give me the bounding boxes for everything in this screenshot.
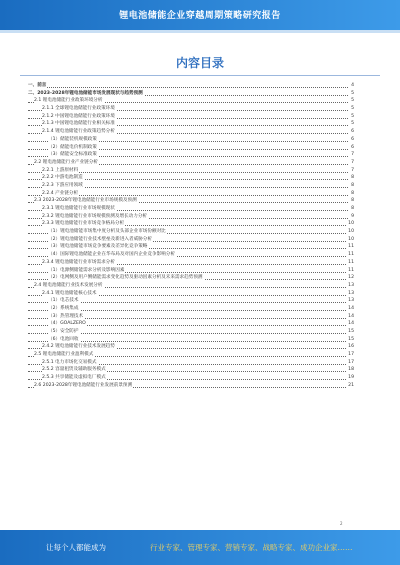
toc-entry-title: （1）电芯技术 (48, 298, 79, 304)
toc-entry[interactable] (28, 159, 354, 167)
toc-entry[interactable] (28, 359, 354, 367)
toc-entry[interactable] (28, 220, 354, 228)
toc-entry-page: 5 (351, 90, 354, 96)
toc-entry[interactable] (28, 366, 354, 374)
toc-entry[interactable] (28, 120, 354, 128)
toc-entry[interactable] (28, 313, 354, 321)
toc-entry-page: 13 (348, 282, 354, 288)
toc-entry[interactable] (28, 328, 354, 336)
toc-entry-page: 21 (348, 382, 354, 388)
toc-entry-page: 6 (351, 144, 354, 150)
toc-entry[interactable] (28, 320, 354, 328)
toc-entry-page: 16 (348, 344, 354, 350)
toc-entry[interactable] (28, 174, 354, 182)
toc-entry-title: 2.4.2 锂电池储能行业技术发展趋势 (42, 344, 115, 350)
toc-entry-title: 2.3.2 锂电池储能行业市场规模预测及增长动力分析 (42, 213, 148, 219)
toc-entry-title: 2.3.4 锂电池储能行业市场需求分析 (42, 259, 115, 265)
toc-entry[interactable] (28, 197, 354, 205)
toc-entry[interactable] (28, 167, 354, 175)
toc-entry[interactable] (28, 190, 354, 198)
toc-entry-page: 11 (348, 259, 354, 265)
toc-entry[interactable] (28, 267, 354, 275)
toc-entry[interactable] (28, 305, 354, 313)
toc-entry-title: （4）GOALZERO (48, 321, 86, 327)
toc-entry-title: 2.3.1 锂电池储能行业市场规模现状 (42, 206, 115, 211)
toc-entry[interactable] (28, 236, 354, 244)
toc-entry-title: （6）电池回收 (48, 336, 79, 342)
toc-entry-title: 2.1.3 中国锂电池储能行业相关标准 (42, 121, 115, 127)
table-of-contents (28, 82, 354, 390)
toc-entry-page: 11 (348, 267, 354, 273)
toc-entry[interactable] (28, 105, 354, 113)
toc-entry-title: 二、2023-2028年锂电池储能市场发展现状与趋势预测 (28, 90, 143, 96)
toc-entry-page: 7 (351, 167, 354, 173)
header-stripe (0, 30, 400, 33)
toc-entry-title: 2.3 2023-2028年锂电池储能行业市场规模及预测 (34, 198, 137, 204)
toc-entry-page: 11 (348, 244, 354, 250)
toc-entry-page: 18 (348, 367, 354, 373)
toc-entry-page: 13 (348, 298, 354, 304)
toc-title-rule (20, 75, 380, 76)
toc-entry[interactable] (28, 282, 354, 290)
report-title: 锂电池储能企业穿越周期策略研究报告 (119, 11, 281, 21)
toc-entry-title: 2.2.3 下游应用领域 (42, 182, 83, 188)
toc-entry-title: 2.4.1 锂电池储能核心技术 (42, 290, 97, 296)
toc-entry-title: （2）电网侧及用户侧储能需求变化趋势及驱动因素分析及未来需求趋势预测 (48, 275, 203, 281)
toc-title: 内容目录 (175, 56, 224, 70)
toc-entry[interactable] (28, 228, 354, 236)
footer-slogan-left: 让每个人都能成为 (46, 543, 106, 552)
toc-entry-page: 5 (351, 98, 354, 104)
toc-entry[interactable] (28, 374, 354, 382)
toc-entry-title: 2.4 锂电池储能行业技术发展分析 (34, 282, 103, 288)
toc-entry-title: 2.5 锂电池储能行业盈利模式 (34, 352, 94, 358)
toc-entry-title: （3）锂电池储能市场竞争要素及差异化竞争策略 (48, 244, 148, 250)
toc-entry-page: 10 (348, 221, 354, 227)
toc-entry-title: 2.1.1 全球锂电池储能行业政策环境 (42, 106, 115, 112)
toc-entry-title: 2.2.2 中游电池制造 (42, 175, 83, 181)
toc-entry-page: 7 (351, 159, 354, 165)
toc-entry-title: 2.3.3 锂电池储能行业市场竞争格局分析 (42, 221, 125, 227)
toc-entry[interactable] (28, 382, 354, 390)
toc-entry-title: （3）热管理技术 (48, 313, 84, 319)
toc-entry-page: 5 (351, 113, 354, 119)
toc-entry-page: 8 (351, 182, 354, 188)
toc-entry[interactable] (28, 343, 354, 351)
toc-entry-title: （1）储能装机规模政策 (48, 136, 97, 142)
toc-entry-title: 2.5.1 电力市场化交易模式 (42, 359, 97, 365)
toc-leader-dots (28, 87, 348, 88)
toc-entry[interactable] (28, 113, 354, 121)
toc-entry-title: 2.5.3 共享储能及虚拟电厂模式 (42, 375, 106, 381)
toc-entry[interactable] (28, 182, 354, 190)
toc-entry[interactable] (28, 251, 354, 259)
toc-entry-title: （2）锂电池储能行业技术壁垒及新进入者威胁分析 (48, 236, 152, 242)
toc-entry[interactable] (28, 336, 354, 344)
toc-entry-page: 11 (348, 252, 354, 258)
page-number: 2 (340, 521, 343, 526)
toc-entry-page: 5 (351, 121, 354, 127)
toc-entry[interactable] (28, 144, 354, 152)
toc-entry-title: （5）安全防护 (48, 329, 79, 334)
toc-entry[interactable] (28, 274, 354, 282)
toc-entry-page: 17 (348, 359, 354, 365)
toc-entry-title: （4）国际锂电池储能企业在华布局及对国内企业竞争影响分析 (48, 252, 175, 258)
toc-entry-page: 10 (348, 229, 354, 235)
toc-entry-title: 2.1.2 中国锂电池储能行业政策环境 (42, 113, 115, 119)
toc-entry-title: 2.2.1 上游原材料 (42, 167, 79, 173)
toc-entry-page: 14 (348, 305, 354, 311)
toc-entry-title: 一、前言 (28, 83, 47, 88)
toc-entry-page: 8 (351, 175, 354, 181)
toc-entry[interactable] (28, 97, 354, 105)
toc-entry-page: 8 (351, 198, 354, 204)
toc-entry[interactable] (28, 351, 354, 359)
toc-entry-page: 14 (348, 313, 354, 319)
toc-entry-title: （2）系统集成 (48, 305, 79, 311)
toc-entry[interactable] (28, 243, 354, 251)
report-header (0, 0, 400, 30)
toc-entry-page: 12 (348, 275, 354, 281)
footer-slogan-right: 行业专家、管理专家、营销专家、战略专家、成功企业家…… (150, 543, 353, 552)
toc-entry-title: 2.5.2 容量租赁及辅助服务模式 (42, 367, 106, 373)
toc-entry-page: 7 (351, 152, 354, 158)
toc-entry[interactable] (28, 136, 354, 144)
toc-entry-page: 13 (348, 290, 354, 296)
toc-entry-page: 15 (348, 329, 354, 334)
toc-entry-page: 10 (348, 236, 354, 242)
toc-entry-title: （1）电源侧储能需求分析及影响因素 (48, 267, 125, 273)
toc-entry[interactable] (28, 128, 354, 136)
toc-entry[interactable] (28, 297, 354, 305)
toc-entry-title: （2）储能电价机制政策 (48, 144, 97, 150)
toc-entry-title: 2.2.4 产业链分析 (42, 190, 79, 196)
toc-entry-page: 14 (348, 321, 354, 327)
toc-entry-page: 5 (351, 106, 354, 112)
toc-entry-page: 17 (348, 352, 354, 358)
toc-entry-title: 2.2 锂电池储能行业产业链分析 (34, 159, 98, 165)
toc-entry[interactable] (28, 259, 354, 267)
toc-entry[interactable] (28, 90, 354, 98)
toc-entry-title: 2.1.4 锂电池储能行业政策趋势分析 (42, 129, 115, 135)
toc-entry-page: 8 (351, 206, 354, 211)
toc-entry-title: 2.1 锂电池储能行业政策环境分析 (34, 98, 103, 104)
toc-entry-page: 15 (348, 336, 354, 342)
toc-entry-page: 9 (351, 213, 354, 219)
toc-entry-title: （1）锂电池储能市场集中度分析及头部企业市场份额对比 (48, 229, 166, 235)
toc-entry-title: 2.6 2023-2028年锂电池储能行业发展前景预测 (34, 382, 133, 388)
toc-entry[interactable] (28, 82, 354, 90)
toc-entry-page: 4 (351, 83, 354, 88)
toc-entry-page: 6 (351, 136, 354, 142)
toc-entry[interactable] (28, 290, 354, 298)
toc-entry-page: 6 (351, 129, 354, 135)
report-footer (0, 530, 400, 565)
toc-entry[interactable] (28, 213, 354, 221)
toc-entry-page: 8 (351, 190, 354, 196)
toc-entry[interactable] (28, 205, 354, 213)
toc-entry[interactable] (28, 151, 354, 159)
toc-entry-page: 19 (348, 375, 354, 381)
toc-entry-title: （3）储能安全标准政策 (48, 152, 97, 158)
